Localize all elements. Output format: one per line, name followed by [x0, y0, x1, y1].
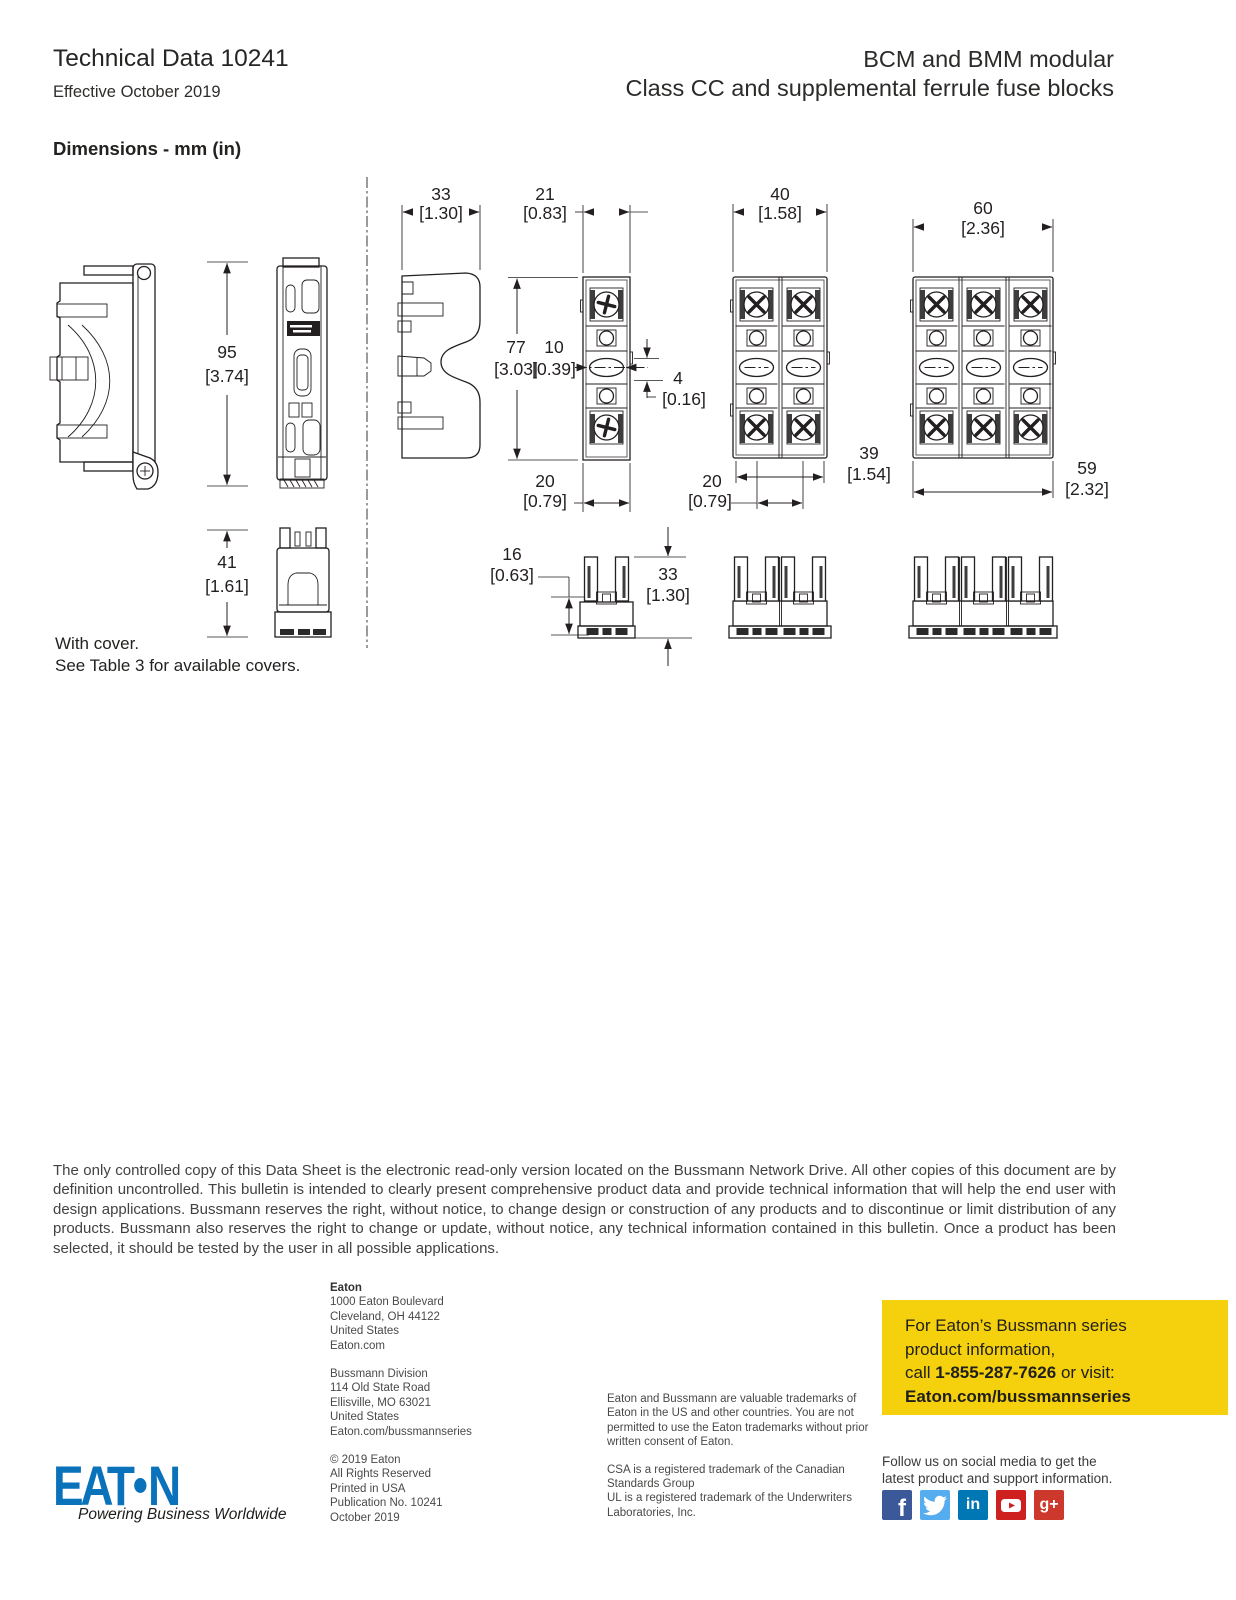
social-icons — [882, 1490, 1064, 1520]
dim-20-pitch — [688, 461, 803, 511]
promo-url: Eaton.com/bussmannseries — [905, 1386, 1131, 1406]
dim-39 — [736, 443, 891, 484]
dim-21 — [523, 184, 648, 273]
dim-59-mm: 59 — [1077, 458, 1097, 478]
dim-39-in: [1.54] — [847, 464, 891, 484]
registered-marks-note — [607, 1463, 869, 1521]
side-profile-view — [398, 273, 480, 458]
social-caption-line2: latest product and support information. — [882, 1471, 1113, 1486]
copyright-line: All Rights Reserved — [330, 1468, 431, 1481]
dim-40-in: [1.58] — [758, 203, 802, 223]
social-caption-line1: Follow us on social media to get the — [882, 1454, 1097, 1469]
linkedin-icon: in — [958, 1490, 988, 1520]
cover-note-line2: See Table 3 for available covers. — [55, 655, 301, 675]
footer-address-column — [330, 1281, 530, 1539]
dim-33s-mm: 33 — [431, 184, 451, 204]
youtube-icon — [996, 1490, 1026, 1520]
dim-21-mm: 21 — [535, 184, 555, 204]
dim-20-single — [523, 463, 630, 512]
promo-line3: call 1-855-287-7626 or visit: — [905, 1363, 1115, 1382]
front-view-single-pole — [581, 277, 633, 460]
dim-59-in: [2.32] — [1065, 479, 1109, 499]
dim-16-in: [0.63] — [490, 565, 534, 585]
dim-41-mm: 41 — [217, 552, 237, 572]
company-address-block — [330, 1281, 530, 1353]
dim-20b-mm: 20 — [702, 471, 722, 491]
address-line: Ellisville, MO 63021 — [330, 1396, 431, 1409]
copyright-line: © 2019 Eaton — [330, 1454, 401, 1467]
dim-95 — [205, 262, 249, 486]
section-title: Dimensions - mm (in) — [53, 138, 242, 159]
cover-note-line1: With cover. — [55, 634, 140, 653]
csa-note: CSA is a registered trademark of the Canadian Standards Group — [607, 1463, 845, 1491]
legal-paragraph: The only controlled copy of this Data Sheet is the electronic read-only version located on the Bussmann Network Drive. All other copies of this document are by definition uncontrolled. This bulletin is intended to clearly present comprehensive product data and provide technical information that will help the end user with design applications. Bussmann reserves the right, without notice, to change design or construction of any products and to discontinue or limit distribution of any products. Bussmann also reserves the right to change or update, without notice, any technical information contained in this bulletin. Once a product has been selected, it should be tested by the user in all possible applications. — [53, 1162, 1116, 1257]
company-name: Eaton — [330, 1282, 362, 1294]
dim-10-in: [0.39] — [532, 359, 576, 379]
effective-date: Effective October 2019 — [53, 83, 221, 101]
dim-95-in: [3.74] — [205, 366, 249, 386]
address-line: United States — [330, 1325, 400, 1338]
trademark-note: Eaton and Bussmann are valuable trademarks of Eaton in the US and other countries. You are not permitted to use the Eaton trademarks without prior written consent of Eaton. — [607, 1393, 869, 1449]
dim-40 — [733, 184, 827, 272]
dimension-drawings — [0, 170, 1236, 690]
address-line: Eaton.com/bussmannseries — [330, 1425, 472, 1438]
copyright-block — [330, 1453, 530, 1525]
twitter-icon — [920, 1490, 950, 1520]
dim-33-bottom — [634, 527, 692, 666]
bottom-view-three-pole — [909, 557, 1057, 638]
dim-60-mm: 60 — [973, 198, 993, 218]
dim-20a-in: [0.79] — [523, 491, 567, 511]
address-line: Bussmann Division — [330, 1368, 428, 1381]
dim-77-in: [3.03] — [494, 359, 538, 379]
doc-title: Technical Data 10241 — [53, 45, 289, 72]
dim-20a-mm: 20 — [535, 471, 555, 491]
promo-line1: For Eaton’s Bussmann series — [905, 1316, 1127, 1335]
bottom-view-single-pole — [578, 557, 635, 638]
dim-59 — [913, 458, 1109, 499]
ul-note: UL is a registered trademark of the Underwriters Laboratories, Inc. — [607, 1492, 853, 1519]
eaton-logo-text-left: EAT — [53, 1454, 132, 1517]
social-caption — [882, 1453, 1112, 1487]
promo-box — [882, 1300, 1228, 1415]
dim-4-in: [0.16] — [662, 389, 706, 409]
facebook-icon: f — [882, 1490, 912, 1520]
copyright-line: Printed in USA — [330, 1482, 406, 1495]
dim-41 — [205, 530, 249, 637]
dim-39-mm: 39 — [859, 443, 879, 463]
googleplus-icon: g+ — [1034, 1490, 1064, 1520]
product-title-line2: Class CC and supplemental ferrule fuse blocks — [625, 74, 1114, 101]
dim-60 — [913, 198, 1053, 272]
footer-trademark-column — [607, 1392, 869, 1533]
promo-line2: product information, — [905, 1339, 1056, 1359]
bottom-view-two-pole — [729, 557, 831, 638]
front-view-with-cover — [277, 258, 327, 488]
division-address-block — [330, 1367, 530, 1439]
eaton-logo-text-right: N — [147, 1454, 178, 1517]
front-view-three-pole — [911, 277, 1056, 458]
address-line: United States — [330, 1411, 400, 1424]
dim-33b-in: [1.30] — [646, 585, 690, 605]
address-line: Cleveland, OH 44122 — [330, 1310, 440, 1323]
cover-note — [55, 633, 300, 676]
side-view-with-cover — [50, 264, 158, 489]
dim-33s-in: [1.30] — [419, 203, 463, 223]
dim-33b-mm: 33 — [658, 564, 678, 584]
dim-60-in: [2.36] — [961, 218, 1005, 238]
dim-10-mm: 10 — [544, 337, 564, 357]
eaton-logo-dot — [134, 1478, 146, 1493]
address-line: Eaton.com — [330, 1339, 385, 1352]
dim-4-mm: 4 — [673, 368, 683, 388]
front-view-two-pole — [731, 277, 830, 458]
copyright-line: Publication No. 10241 — [330, 1497, 443, 1510]
eaton-tagline: Powering Business Worldwide — [78, 1506, 287, 1523]
dim-16-mm: 16 — [502, 544, 522, 564]
product-title — [625, 45, 1114, 102]
promo-phone: 1-855-287-7626 — [935, 1363, 1057, 1382]
dim-41-in: [1.61] — [205, 576, 249, 596]
dim-95-mm: 95 — [217, 342, 237, 362]
product-title-line1: BCM and BMM modular — [863, 46, 1114, 72]
dim-77-mm: 77 — [506, 337, 526, 357]
dim-16 — [490, 544, 589, 635]
dim-20b-in: [0.79] — [688, 491, 732, 511]
bottom-view-with-cover — [275, 528, 331, 637]
address-line: 114 Old State Road — [330, 1382, 431, 1395]
dim-4 — [634, 339, 706, 409]
dim-40-mm: 40 — [770, 184, 790, 204]
dim-21-in: [0.83] — [523, 203, 567, 223]
copyright-line: October 2019 — [330, 1511, 400, 1524]
address-line: 1000 Eaton Boulevard — [330, 1296, 444, 1309]
dim-33-side — [402, 184, 480, 270]
